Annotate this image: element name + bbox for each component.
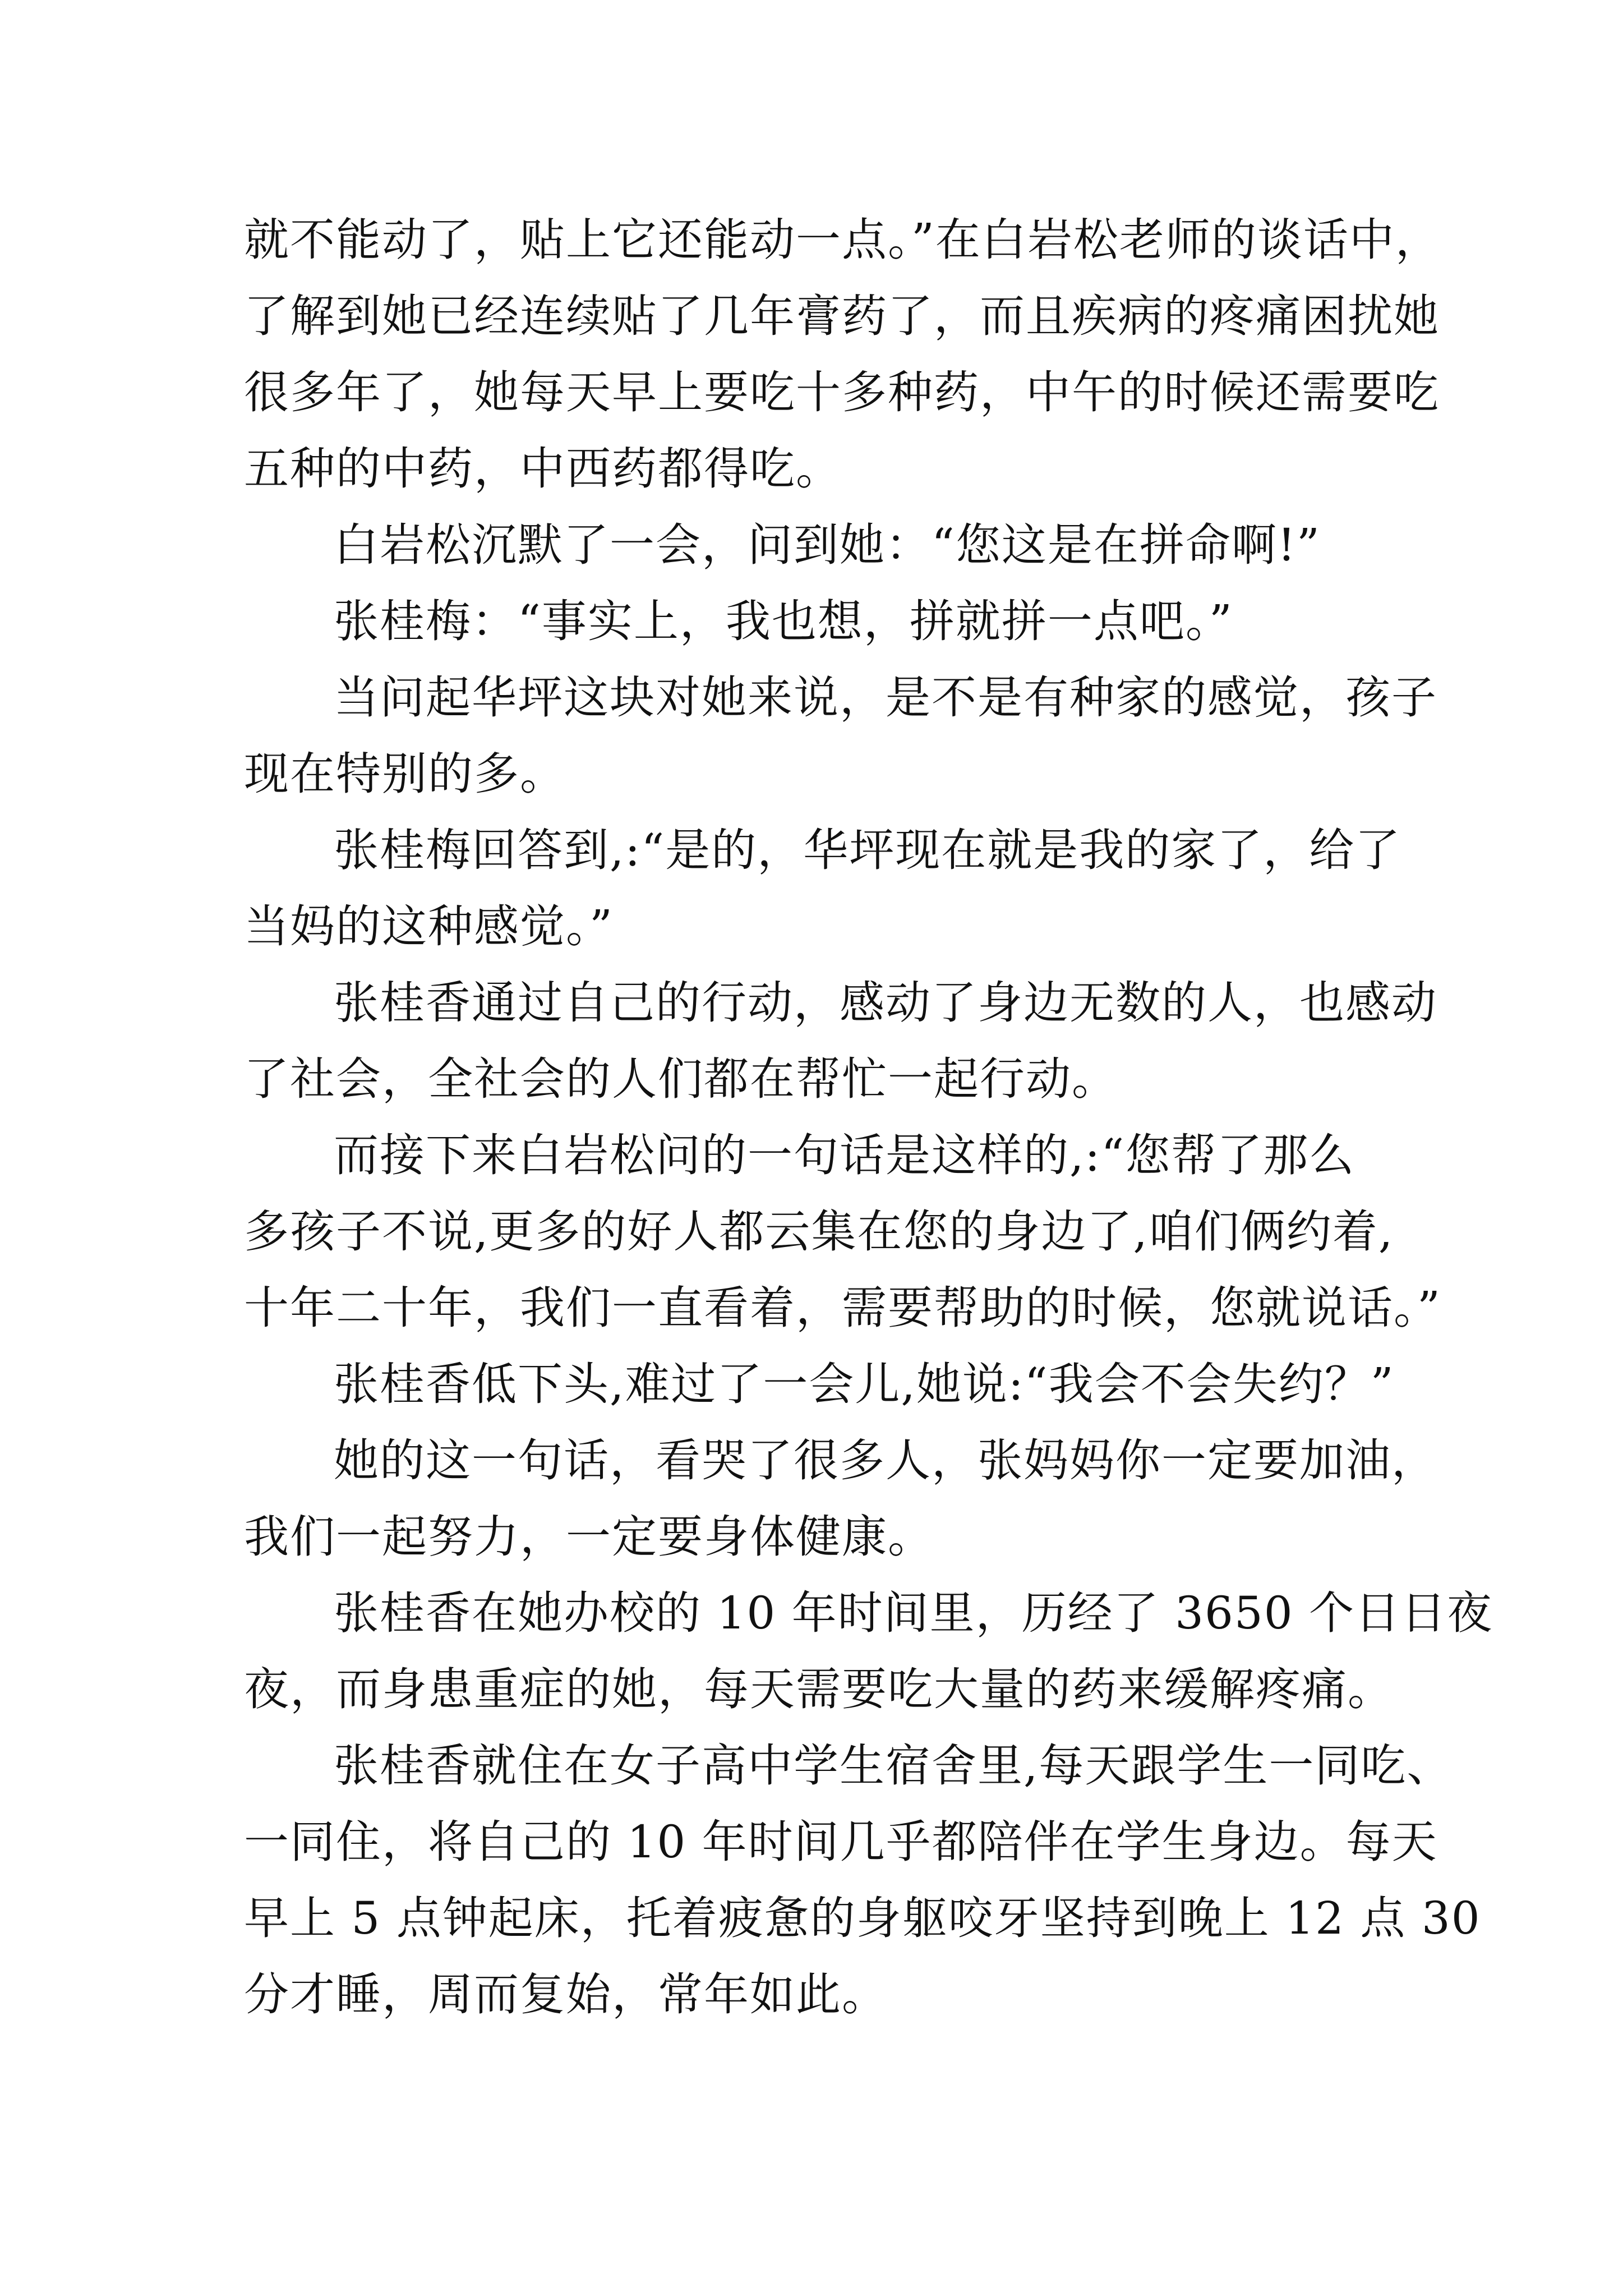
text-line: 现在特别的多。 bbox=[244, 748, 566, 800]
text-line: 而接下来白岩松问的一句话是这样的,:“您帮了那么 bbox=[334, 1129, 1355, 1181]
text-line: 夜，而身患重症的她，每天需要吃大量的药来缓解疼痛。 bbox=[244, 1663, 1394, 1715]
text-line: 张桂香低下头,难过了一会儿,她说:“我会不会失约？” bbox=[334, 1358, 1395, 1410]
text-line: 我们一起努力，一定要身体健康。 bbox=[244, 1511, 934, 1563]
text-line: 张桂梅：“事实上，我也想，拼就拼一点吧。” bbox=[334, 595, 1233, 647]
text-line: 十年二十年，我们一直看着，需要帮助的时候，您就说话。” bbox=[244, 1282, 1441, 1334]
text-line: 就不能动了，贴上它还能动一点。”在白岩松老师的谈话中， bbox=[244, 214, 1441, 266]
text-line: 当妈的这种感觉。” bbox=[244, 900, 614, 953]
text-line: 多孩子不说,更多的好人都云集在您的身边了,咱们俩约着, bbox=[244, 1205, 1394, 1258]
text-line: 白岩松沉默了一会，问到她：“您这是在拼命啊!” bbox=[334, 519, 1321, 571]
text-line: 很多年了，她每天早上要吃十多种药，中午的时候还需要吃 bbox=[244, 366, 1440, 418]
body-text bbox=[244, 202, 1493, 2033]
text-line: 五种的中药，中西药都得吃。 bbox=[244, 443, 842, 495]
text-line: 分才睡，周而复始，常年如此。 bbox=[244, 1968, 888, 2021]
text-line: 了解到她已经连续贴了几年膏药了，而且疾病的疼痛困扰她 bbox=[244, 290, 1440, 342]
text-line: 一同住，将自己的 10 年时间几乎都陪伴在学生身边。每天 bbox=[244, 1816, 1438, 1868]
text-line: 张桂香在她办校的 10 年时间里，历经了 3650 个日日夜 bbox=[334, 1587, 1493, 1639]
text-line: 了社会，全社会的人们都在帮忙一起行动。 bbox=[244, 1053, 1118, 1105]
text-line: 早上 5 点钟起床，托着疲惫的身躯咬牙坚持到晚上 12 点 30 bbox=[244, 1892, 1481, 1944]
text-line: 她的这一句话，看哭了很多人，张妈妈你一定要加油， bbox=[334, 1434, 1437, 1487]
text-line: 当问起华坪这块对她来说，是不是有种家的感觉，孩子 bbox=[334, 671, 1437, 724]
text-line: 张桂梅回答到,:“是的，华坪现在就是我的家了，给了 bbox=[334, 824, 1401, 876]
text-line: 张桂香通过自己的行动，感动了身边无数的人，也感动 bbox=[334, 977, 1437, 1029]
text-line: 张桂香就住在女子高中学生宿舍里,每天跟学生一同吃、 bbox=[334, 1740, 1453, 1792]
